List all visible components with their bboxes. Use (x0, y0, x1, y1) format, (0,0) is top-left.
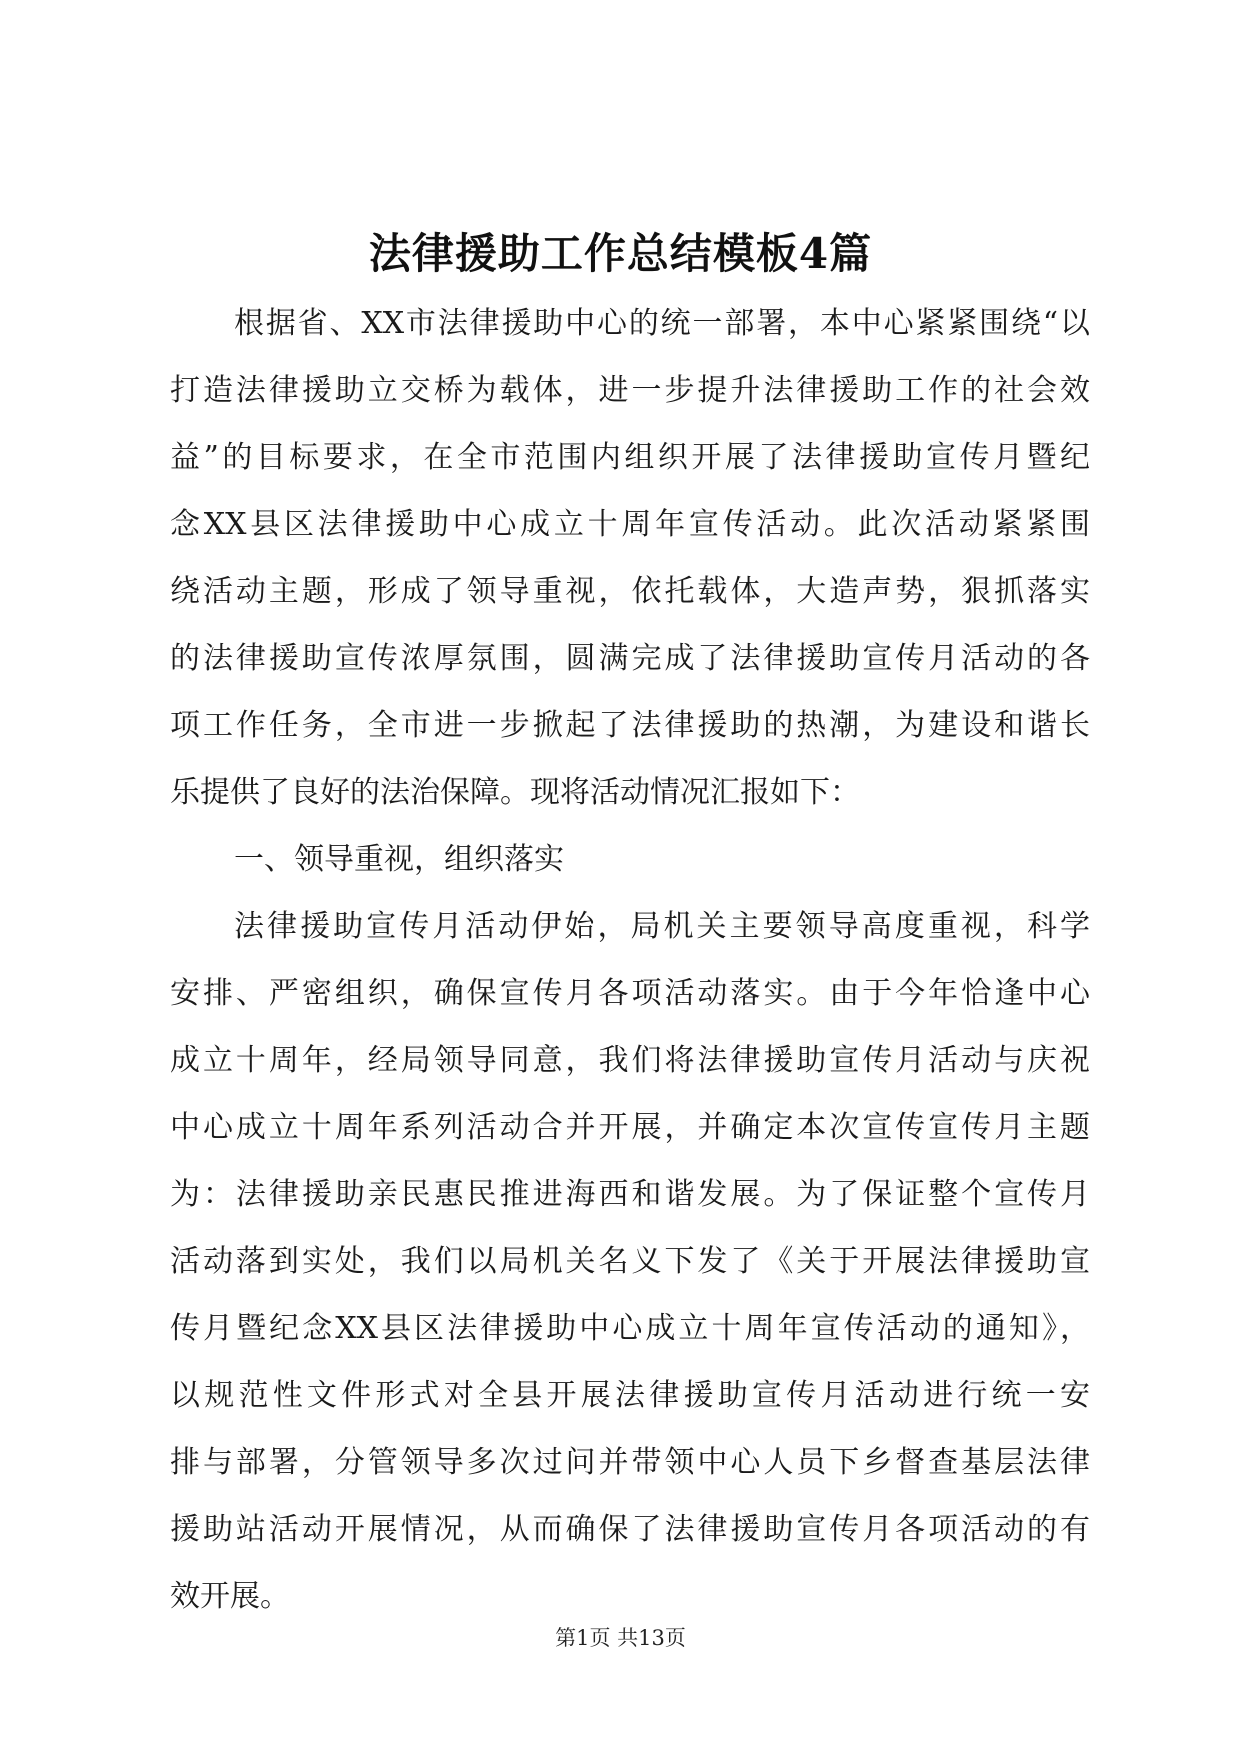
text-line: 活动落到实处，我们以局机关名义下发了《关于开展法律援助宣 (170, 1244, 1090, 1279)
page-number: 第1页 共13页 (555, 1626, 686, 1650)
text-line: 传月暨纪念XX县区法律援助中心成立十周年宣传活动的通知》， (170, 1311, 1090, 1346)
text-line: 念XX县区法律援助中心成立十周年宣传活动。此次活动紧紧围 (170, 507, 1090, 542)
text-line: 的法律援助宣传浓厚氛围，圆满完成了法律援助宣传月活动的各 (170, 641, 1090, 676)
text-line: 项工作任务，全市进一步掀起了法律援助的热潮，为建设和谐长 (170, 708, 1090, 743)
text-line: 成立十周年，经局领导同意，我们将法律援助宣传月活动与庆祝 (170, 1043, 1090, 1078)
text-line: 以规范性文件形式对全县开展法律援助宣传月活动进行统一安 (170, 1378, 1090, 1413)
text-line: 援助站活动开展情况，从而确保了法律援助宣传月各项活动的有 (170, 1512, 1090, 1547)
text-line: 排与部署，分管领导多次过问并带领中心人员下乡督查基层法律 (170, 1445, 1090, 1480)
text-line: 乐提供了良好的法治保障。现将活动情况汇报如下： (170, 775, 860, 810)
text-line: 效开展。 (170, 1579, 290, 1614)
section-heading (170, 826, 1090, 893)
text-line: 中心成立十周年系列活动合并开展，并确定本次宣传宣传月主题 (170, 1110, 1090, 1145)
paragraph-section-one (170, 893, 1090, 1630)
text-line: 打造法律援助立交桥为载体，进一步提升法律援助工作的社会效 (170, 373, 1090, 408)
text-line: 根据省、XX市法律援助中心的统一部署，本中心紧紧围绕“以 (234, 306, 1090, 341)
document-title: 法律援助工作总结模板4篇 (368, 229, 873, 278)
text-line: 安排、严密组织，确保宣传月各项活动落实。由于今年恰逢中心 (170, 976, 1090, 1011)
section-heading-text: 一、领导重视，组织落实 (234, 842, 564, 877)
paragraph-intro (170, 290, 1090, 826)
document-body (170, 290, 1090, 1630)
text-line: 为：法律援助亲民惠民推进海西和谐发展。为了保证整个宣传月 (170, 1177, 1090, 1212)
text-line: 益”的目标要求，在全市范围内组织开展了法律援助宣传月暨纪 (170, 440, 1090, 475)
text-line: 绕活动主题，形成了领导重视，依托载体，大造声势，狠抓落实 (170, 574, 1090, 609)
text-line: 法律援助宣传月活动伊始，局机关主要领导高度重视，科学 (234, 909, 1090, 944)
